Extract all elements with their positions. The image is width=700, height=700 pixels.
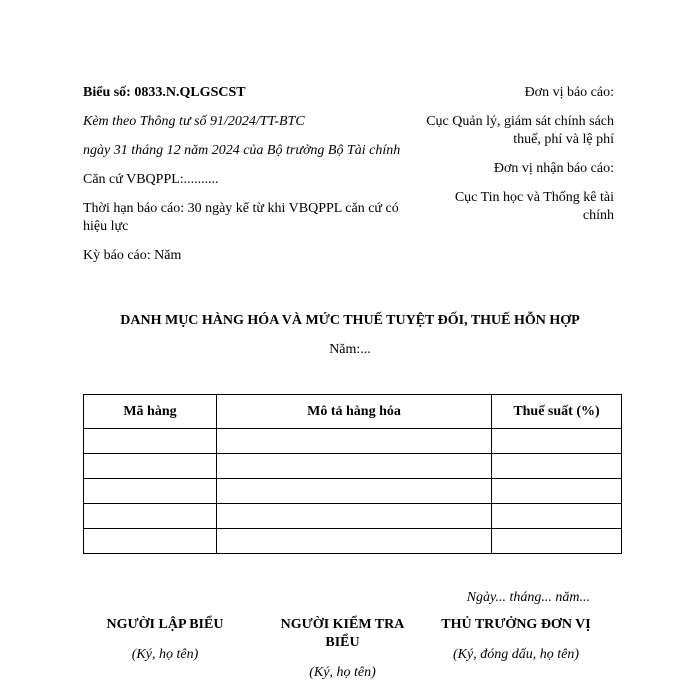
reporting-unit-label: Đơn vị báo cáo: <box>524 85 614 100</box>
form-code <box>83 84 413 102</box>
signature-checker <box>270 616 415 682</box>
signature-role: NGƯỜI LẬP BIỂU <box>106 617 224 632</box>
table-cell[interactable] <box>84 529 217 554</box>
table-cell[interactable] <box>217 529 492 554</box>
circular-date-line: ngày 31 tháng 12 năm 2024 của Bộ trưởng Bộ Tài chính <box>83 143 401 158</box>
legal-basis: Căn cứ VBQPPL:.......... <box>83 172 219 187</box>
table-cell[interactable] <box>84 454 217 479</box>
circular-line: Kèm theo Thông tư số 91/2024/TT-BTC <box>83 114 305 129</box>
signature-preparer <box>95 616 235 664</box>
report-deadline: Thời hạn báo cáo: 30 ngày kể từ khi VBQPPL căn cứ có hiệu lực <box>83 201 399 234</box>
table-cell[interactable] <box>217 429 492 454</box>
table-cell[interactable] <box>217 454 492 479</box>
reporting-unit: Cục Quản lý, giám sát chính sách thuế, phí và lệ phí <box>426 114 614 147</box>
header-right <box>424 84 614 236</box>
signature-note: (Ký, họ tên) <box>309 665 376 680</box>
signature-note: (Ký, đóng dấu, họ tên) <box>453 647 579 662</box>
table-cell[interactable] <box>84 504 217 529</box>
goods-table <box>83 394 622 554</box>
table-cell[interactable] <box>217 504 492 529</box>
signature-date: Ngày... tháng... năm... <box>466 590 590 605</box>
receiving-unit-label: Đơn vị nhận báo cáo: <box>493 161 614 176</box>
table-cell[interactable] <box>492 529 622 554</box>
table-header-row <box>84 395 622 429</box>
document-title: DANH MỤC HÀNG HÓA VÀ MỨC THUẾ TUYỆT ĐỐI, THUẾ HỖN HỢP <box>120 313 580 328</box>
column-header-code: Mã hàng <box>84 395 217 429</box>
year-line: Năm:... <box>329 342 371 357</box>
signature-head <box>436 616 596 664</box>
table-cell[interactable] <box>492 454 622 479</box>
table-row <box>84 479 622 504</box>
header-left <box>83 84 413 276</box>
signature-note: (Ký, họ tên) <box>131 647 199 662</box>
column-header-tax-rate: Thuế suất (%) <box>492 395 622 429</box>
table-cell[interactable] <box>492 429 622 454</box>
table-row <box>84 454 622 479</box>
signature-role: THỦ TRƯỞNG ĐƠN VỊ <box>441 617 591 632</box>
report-period: Kỳ báo cáo: Năm <box>83 248 182 263</box>
signature-role: NGƯỜI KIỂM TRA BIỂU <box>280 617 405 650</box>
table-row <box>84 429 622 454</box>
table-cell[interactable] <box>492 479 622 504</box>
table-row <box>84 504 622 529</box>
table-cell[interactable] <box>84 479 217 504</box>
table-row <box>84 529 622 554</box>
table-cell[interactable] <box>84 429 217 454</box>
table-cell[interactable] <box>492 504 622 529</box>
receiving-unit: Cục Tin học và Thống kê tài chính <box>454 190 614 223</box>
form-code-value: 0833.N.QLGSCST <box>134 85 246 100</box>
form-code-label: Biểu số: <box>83 85 131 100</box>
column-header-description: Mô tả hàng hóa <box>217 395 492 429</box>
table-cell[interactable] <box>217 479 492 504</box>
